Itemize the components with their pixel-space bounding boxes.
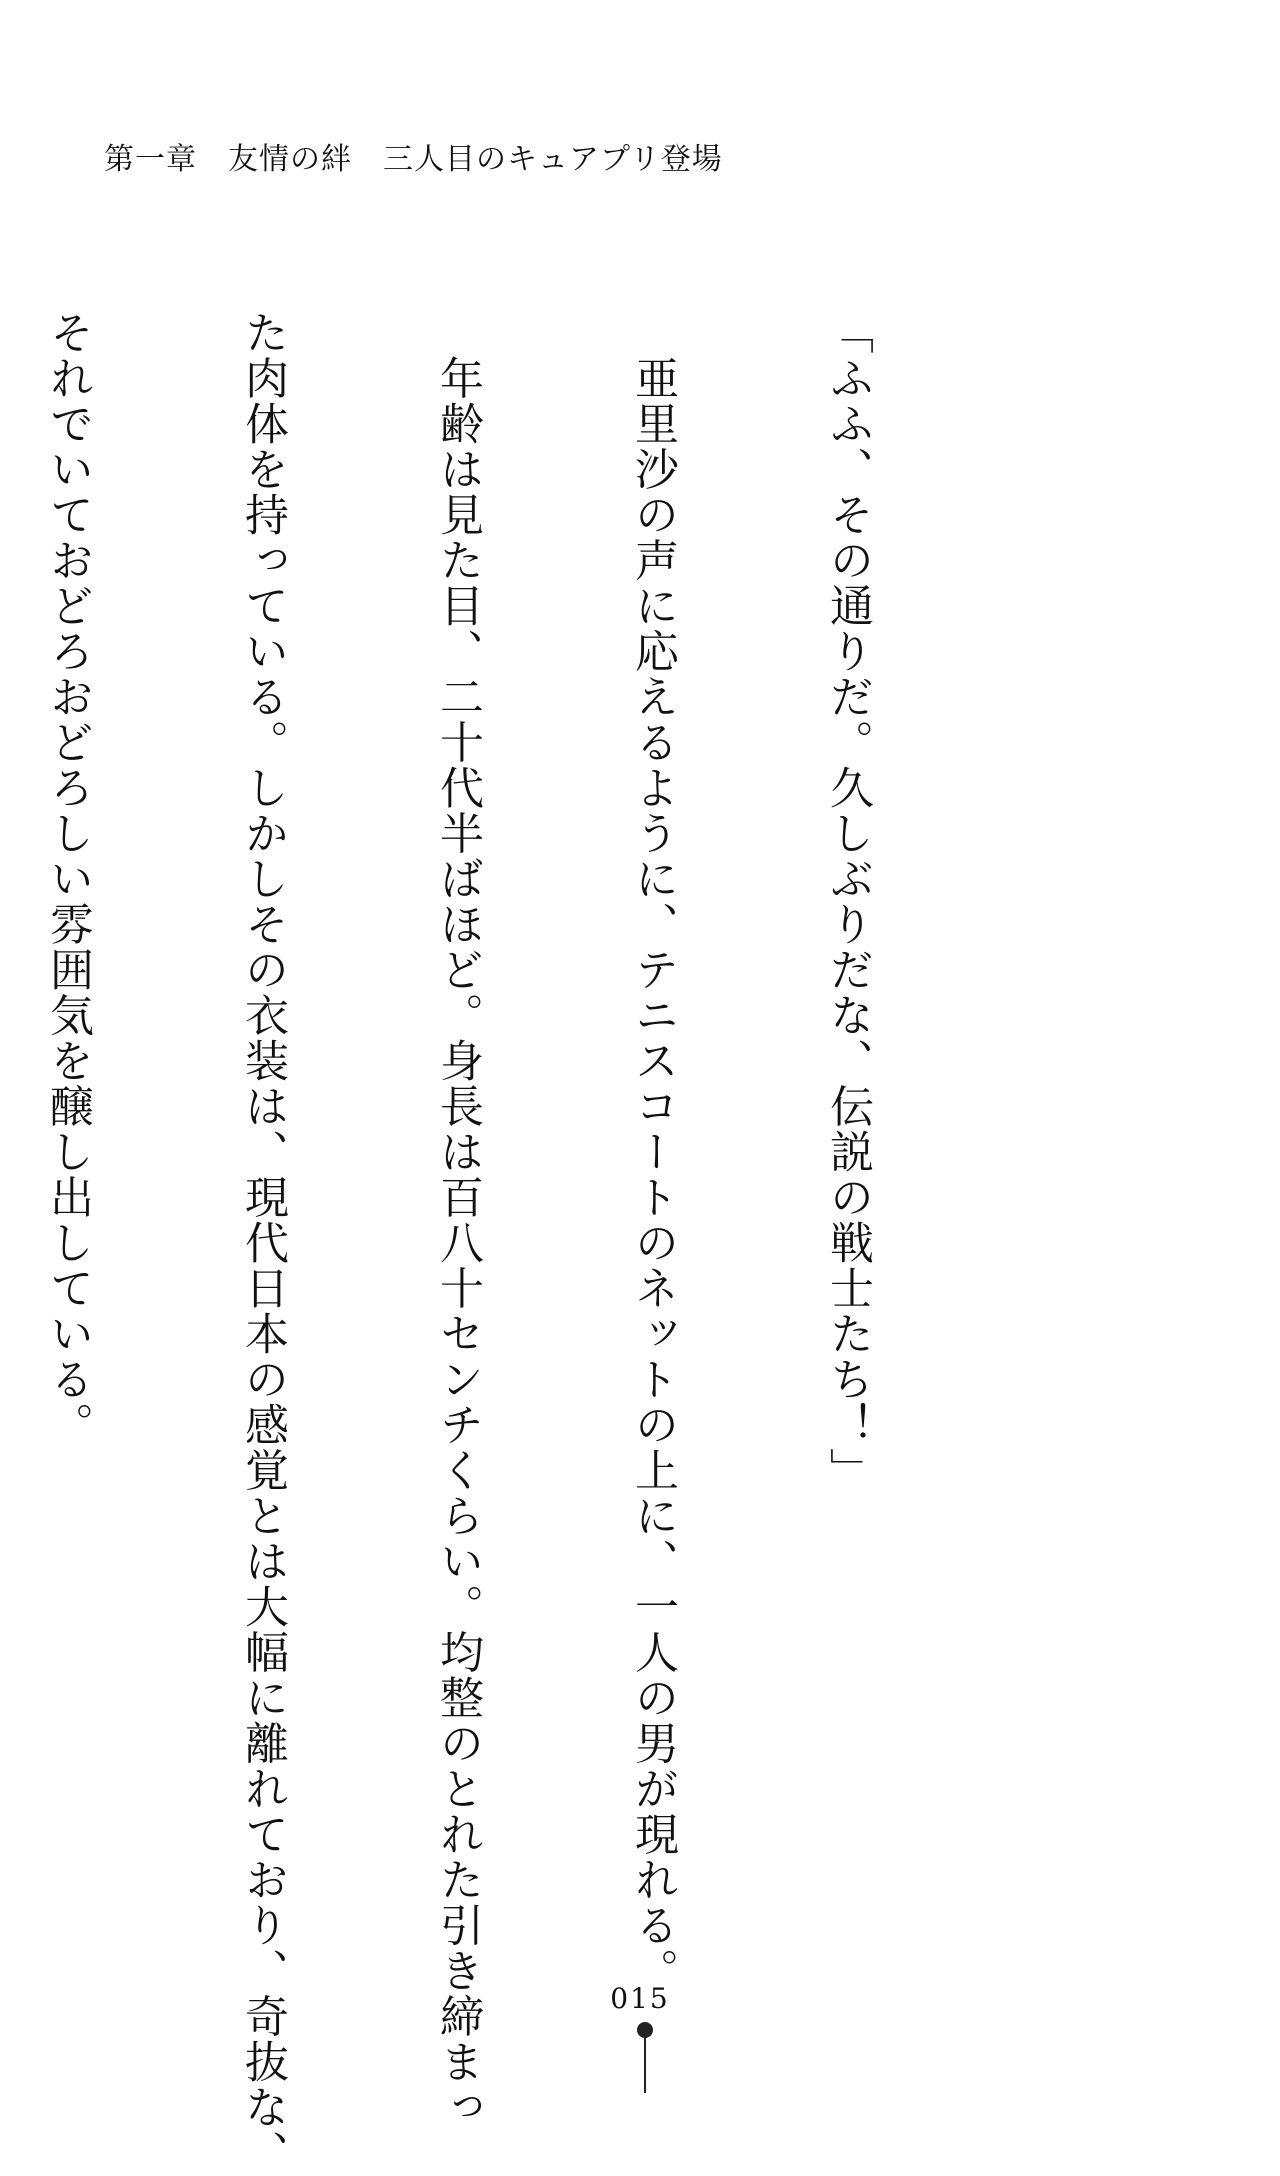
text-line: それでいておどろおどろしい雰囲気を醸し出している。 [42,310,93,1448]
text-line: 亜里沙の声に応えるように、テニスコートのネットの上に、一人の男が現れる。 [627,310,678,1994]
page-number: 015 [610,1982,670,2015]
page-ornament-line [644,2036,646,2093]
chapter-title-header: 第一章 友情の絆 三人目のキュアプリ登場 [104,142,723,177]
text-line: 「ふふ、その通りだ。久しぶりだな、伝説の戦士たち！」 [822,310,873,1493]
text-line: た肉体を持っている。しかしその衣装は、現代日本の感覚とは大幅に離れており、奇抜な、 [237,310,288,2176]
text-line: 年齢は見た目、二十代半ばほど。身長は百八十センチくらい。均整のとれた引き締まっ [432,310,483,2130]
